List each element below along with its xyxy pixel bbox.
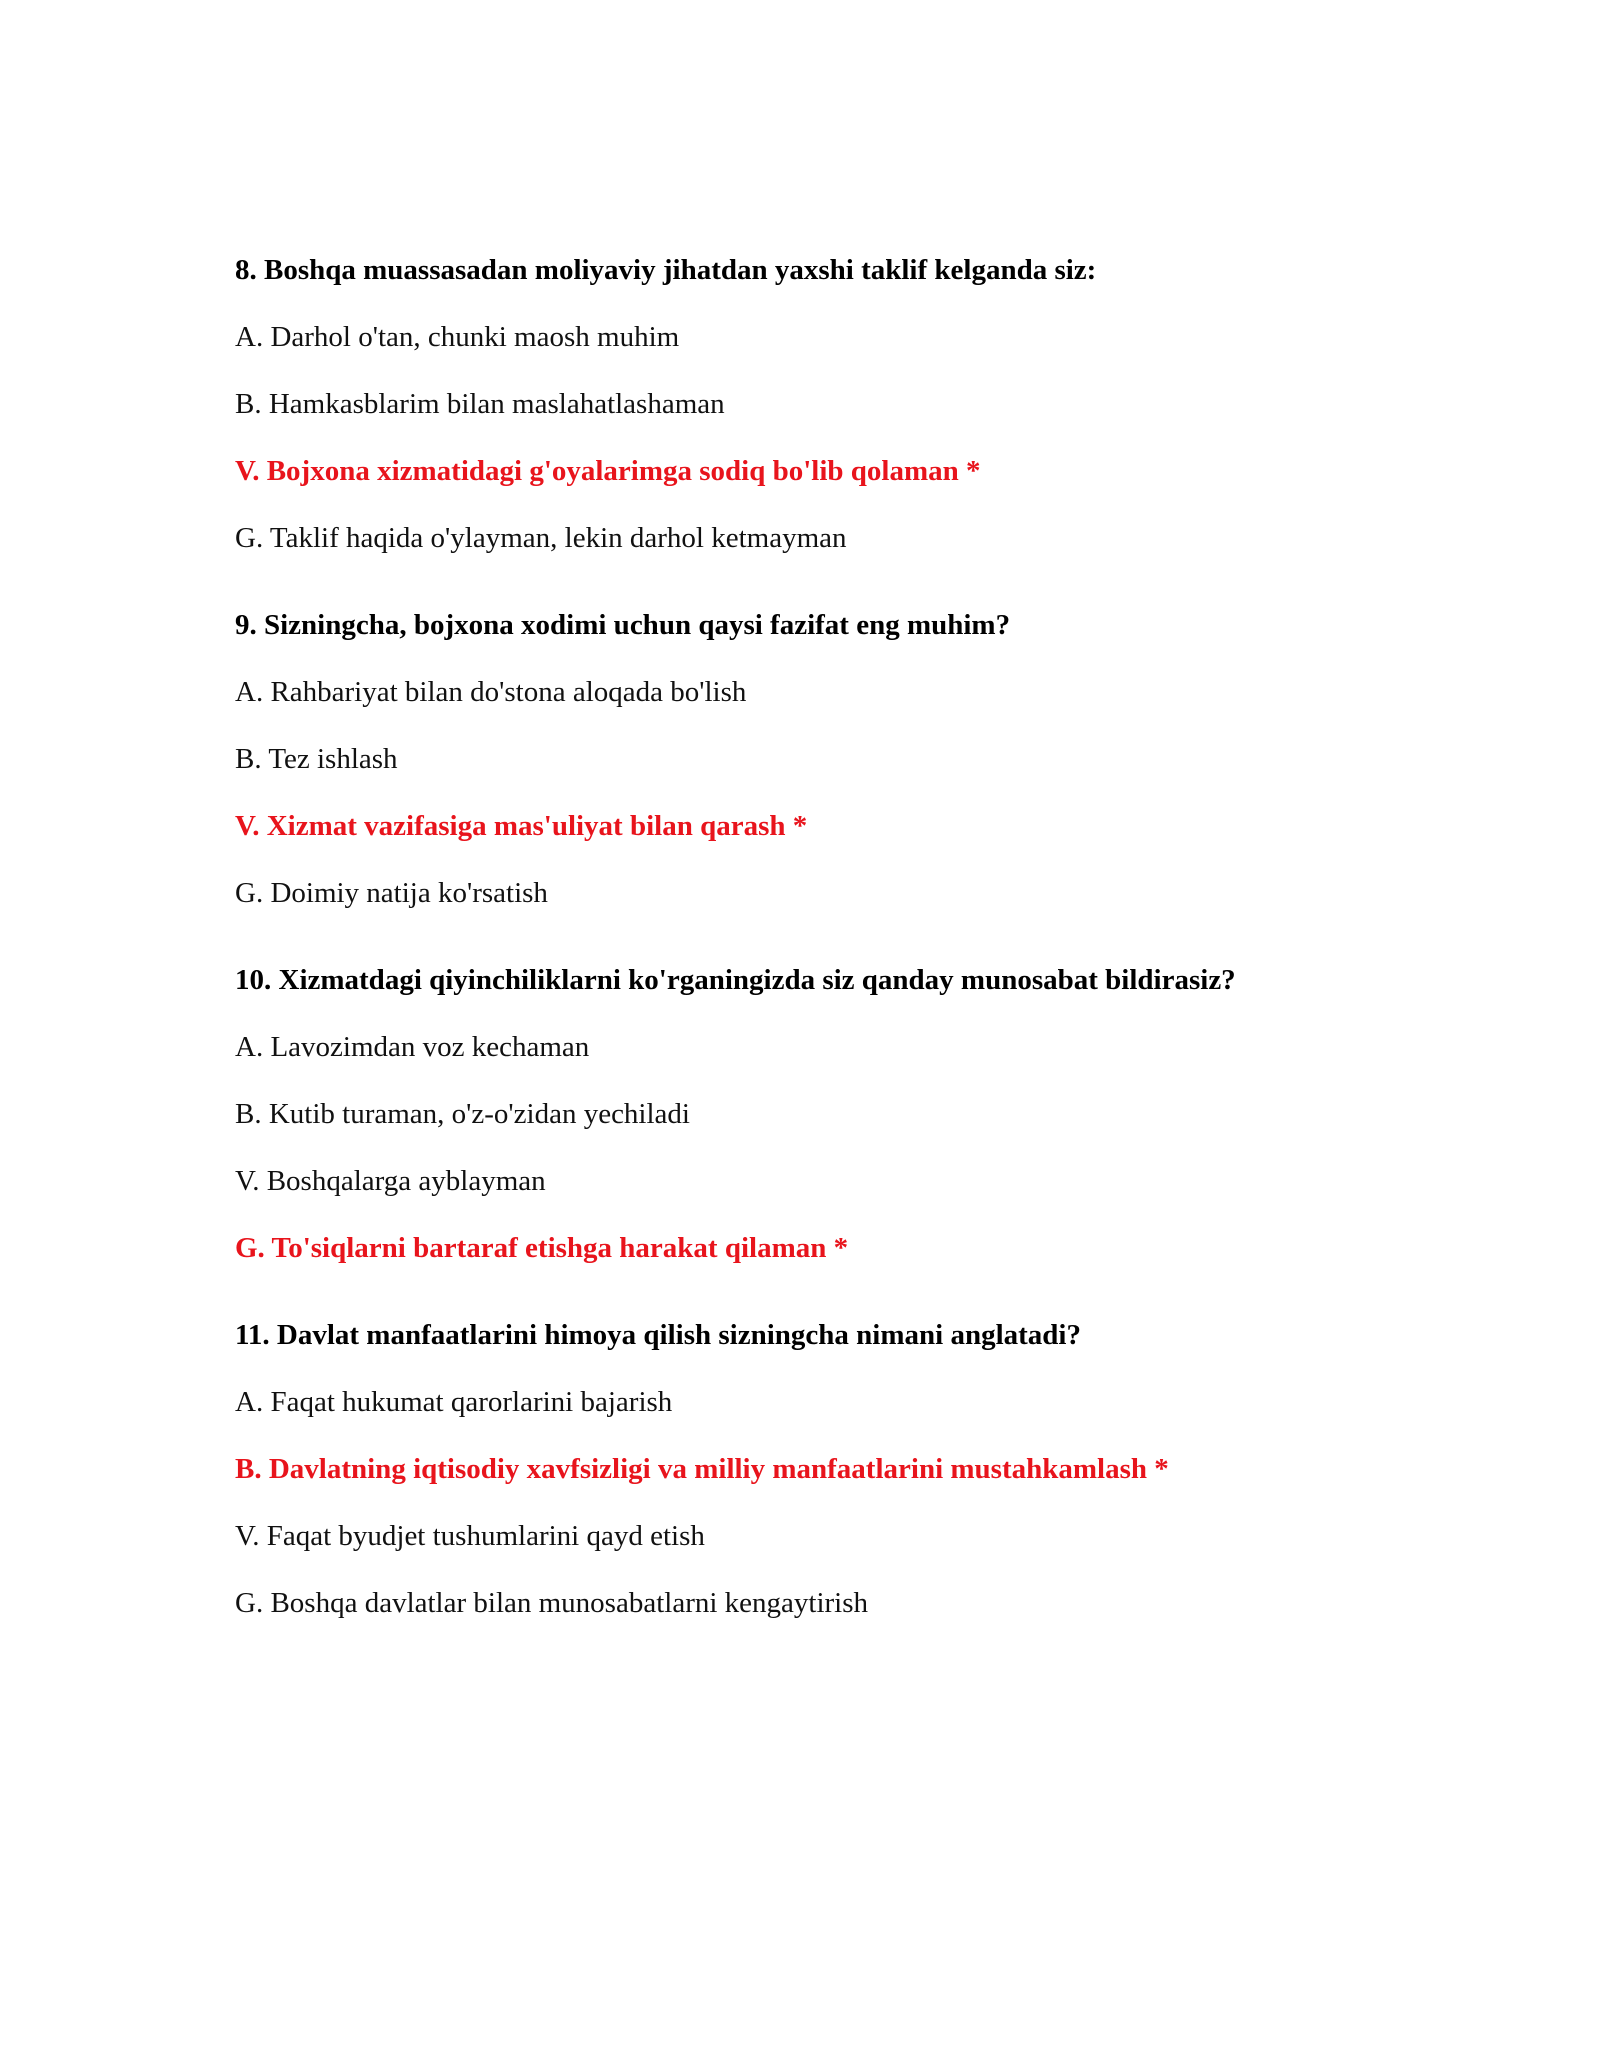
question-10 [235,963,1435,1265]
answer-options [235,1385,1435,1620]
question-text: 11. Davlat manfaatlarini himoya qilish sizningcha nimani anglatadi? [235,1319,1081,1351]
answer-options [235,675,1435,910]
option-a: A. Faqat hukumat qarorlarini bajarish [235,1386,673,1418]
question-8 [235,253,1435,555]
option-a: A. Lavozimdan voz kechaman [235,1031,590,1063]
option-b: B. Tez ishlash [235,743,398,775]
option-a: A. Darhol o'tan, chunki maosh muhim [235,321,680,353]
option-g-correct: G. To'siqlarni bartaraf etishga harakat qilaman * [235,1232,849,1264]
option-g: G. Doimiy natija ko'rsatish [235,877,548,909]
option-v: V. Boshqalarga ayblayman [235,1165,546,1197]
question-text: 9. Sizningcha, bojxona xodimi uchun qaysi fazifat eng muhim? [235,609,1011,641]
option-v: V. Faqat byudjet tushumlarini qayd etish [235,1520,705,1552]
question-text: 8. Boshqa muassasadan moliyaviy jihatdan yaxshi taklif kelganda siz: [235,254,1097,286]
quiz-content [235,253,1435,1673]
option-v-correct: V. Bojxona xizmatidagi g'oyalarimga sodiq bo'lib qolaman * [235,455,981,487]
option-g: G. Taklif haqida o'ylayman, lekin darhol ketmayman [235,522,847,554]
option-g: G. Boshqa davlatlar bilan munosabatlarni kengaytirish [235,1587,869,1619]
question-9 [235,608,1435,910]
option-b-correct: B. Davlatning iqtisodiy xavfsizligi va milliy manfaatlarini mustahkamlash * [235,1453,1169,1485]
option-v-correct: V. Xizmat vazifasiga mas'uliyat bilan qarash * [235,810,808,842]
option-a: A. Rahbariyat bilan do'stona aloqada bo'lish [235,676,747,708]
answer-options [235,1030,1435,1265]
option-b: B. Hamkasblarim bilan maslahatlashaman [235,388,725,420]
question-text: 10. Xizmatdagi qiyinchiliklarni ko'rganingizda siz qanday munosabat bildirasiz? [235,964,1236,996]
answer-options [235,320,1435,555]
option-b: B. Kutib turaman, o'z-o'zidan yechiladi [235,1098,690,1130]
question-11 [235,1318,1435,1620]
